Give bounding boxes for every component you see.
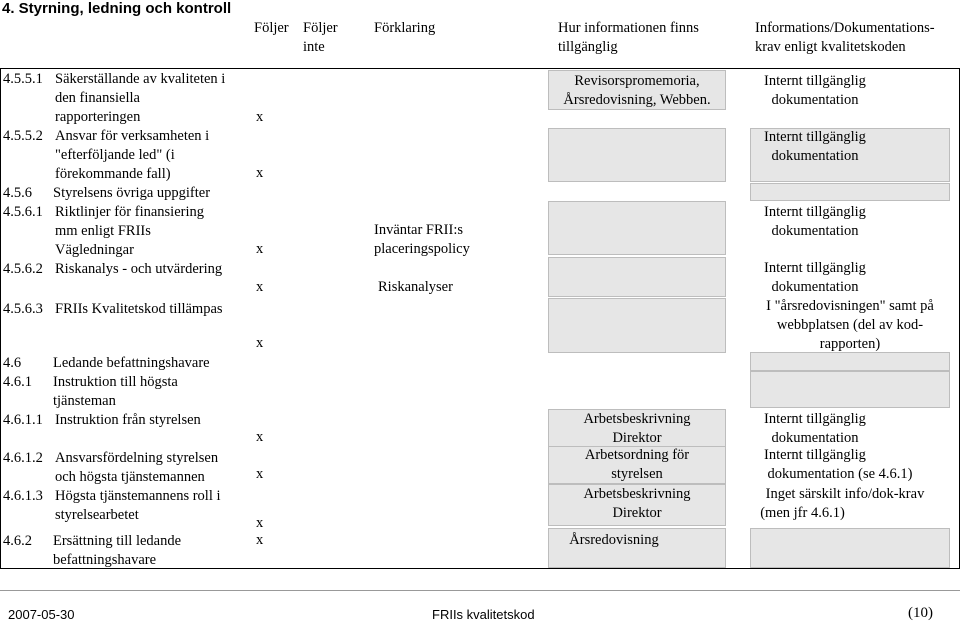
section-title-line: "efterföljande led" (i	[55, 147, 175, 163]
follows-mark: x	[256, 109, 264, 125]
header-krav-line1: Informations/Dokumentations-	[755, 20, 935, 36]
section-number: 4.6.1.2	[3, 450, 43, 466]
table-row	[3, 373, 248, 411]
section-title-line: förekommande fall)	[55, 166, 171, 182]
requirement-line: (men jfr 4.6.1)	[760, 505, 845, 521]
requirement-text	[750, 72, 880, 110]
hur-cell-bg	[548, 298, 726, 353]
table-row	[3, 70, 248, 127]
availability-line: Arbetsbeskrivning	[583, 486, 691, 502]
requirement-text	[750, 446, 930, 484]
krav-cell-bg	[750, 352, 950, 371]
availability-text	[548, 410, 726, 448]
section-title-line: Instruktion till högsta	[53, 374, 178, 390]
table-row	[3, 487, 248, 532]
section-title-line: och högsta tjänstemannen	[55, 469, 205, 485]
requirement-text	[750, 410, 880, 448]
table-row	[3, 260, 248, 300]
table-row	[3, 300, 248, 354]
header-krav-line2: krav enligt kvalitetskoden	[755, 39, 906, 55]
section-title-line: mm enligt FRIIs	[55, 223, 151, 239]
header-foljer: Följer	[254, 20, 289, 36]
follows-mark: x	[256, 532, 264, 548]
header-hur	[558, 19, 699, 57]
requirement-line: I "årsredovisningen" samt på	[766, 298, 934, 314]
section-title-line: befattningshavare	[53, 552, 157, 568]
availability-line: Årsredovisning, Webben.	[563, 92, 711, 108]
requirement-text	[750, 203, 880, 241]
section-number: 4.6.1.1	[3, 412, 43, 428]
explanation-text	[374, 221, 470, 259]
explanation-line: Inväntar FRII:s	[374, 222, 463, 238]
footer-page-number: (10)	[908, 605, 933, 621]
section-title-line: tjänsteman	[53, 393, 116, 409]
footer-date: 2007-05-30	[8, 607, 75, 622]
follows-mark: x	[256, 335, 264, 351]
requirement-line: dokumentation (se 4.6.1)	[767, 466, 913, 482]
footer-title: FRIIs kvalitetskod	[432, 607, 535, 622]
section-number: 4.5.6.3	[3, 301, 43, 317]
section-title-line: Riskanalys - och utvärdering	[55, 261, 223, 277]
requirement-line: Internt tillgänglig	[764, 204, 866, 220]
table-left-rule	[0, 68, 1, 569]
availability-line: Arbetsbeskrivning	[583, 411, 691, 427]
hur-cell-bg	[548, 128, 726, 182]
section-title-line: Styrelsens övriga uppgifter	[53, 185, 211, 201]
section-title-line: Högsta tjänstemannens roll i	[55, 488, 221, 504]
requirement-line: Internt tillgänglig	[764, 260, 866, 276]
availability-line: styrelsen	[611, 466, 663, 482]
availability-line: Arbetsordning för	[584, 447, 690, 463]
section-column	[3, 70, 248, 572]
section-title-line: Instruktion från styrelsen	[55, 412, 201, 428]
availability-line: Revisorspromemoria,	[574, 73, 700, 89]
availability-line: Direktor	[612, 430, 662, 446]
requirement-line: Internt tillgänglig	[764, 129, 866, 145]
header-krav	[755, 19, 935, 57]
section-title-line: den finansiella	[55, 90, 140, 106]
availability-text	[548, 72, 726, 110]
requirement-line: webbplatsen (del av kod-	[776, 317, 924, 333]
krav-cell-bg	[750, 183, 950, 201]
section-title-line: Ledande befattningshavare	[53, 355, 210, 371]
availability-text: Årsredovisning	[569, 532, 659, 548]
table-top-rule	[0, 68, 960, 69]
section-number: 4.6.2	[3, 533, 32, 549]
hur-cell-bg	[548, 257, 726, 297]
follows-mark: x	[256, 241, 264, 257]
requirement-line: Internt tillgänglig	[764, 73, 866, 89]
section-title-line: FRIIs Kvalitetskod tillämpas	[55, 301, 223, 317]
header-foljer-inte-line1: Följer	[303, 20, 338, 36]
section-title-line: styrelsearbetet	[55, 507, 139, 523]
table-row	[3, 127, 248, 184]
page-title: 4. Styrning, ledning och kontroll	[2, 0, 232, 17]
section-number: 4.5.6.1	[3, 204, 43, 220]
section-title-line: Ansvar för verksamheten i	[55, 128, 210, 144]
header-hur-line1: Hur informationen finns	[558, 20, 699, 36]
requirement-text	[750, 259, 880, 297]
section-number: 4.5.6.2	[3, 261, 43, 277]
table-row	[3, 532, 248, 572]
section-title-line: Ansvarsfördelning styrelsen	[55, 450, 219, 466]
requirement-text	[750, 485, 940, 523]
requirement-line: dokumentation	[771, 148, 859, 164]
krav-cell-bg	[750, 528, 950, 568]
section-number: 4.6.1	[3, 374, 32, 390]
follows-mark: x	[256, 515, 264, 531]
section-number: 4.5.6	[3, 185, 32, 201]
requirement-text	[750, 128, 880, 166]
table-row	[3, 354, 248, 373]
requirement-line: dokumentation	[771, 92, 859, 108]
availability-line: Direktor	[612, 505, 662, 521]
follows-mark: x	[256, 165, 264, 181]
section-title-line: Säkerställande av kvaliteten i	[55, 71, 226, 87]
requirement-line: Inget särskilt info/dok-krav	[765, 486, 925, 502]
hur-cell-bg	[548, 201, 726, 255]
follows-mark: x	[256, 429, 264, 445]
table-row	[3, 411, 248, 449]
section-number: 4.6	[3, 355, 22, 371]
availability-text	[548, 485, 726, 523]
requirement-line: Internt tillgänglig	[764, 447, 866, 463]
section-number: 4.5.5.2	[3, 128, 43, 144]
explanation-text: Riskanalyser	[378, 279, 453, 295]
table-row	[3, 203, 248, 260]
section-title-line: Vägledningar	[55, 242, 134, 258]
header-foljer-inte-line2: inte	[303, 39, 325, 55]
requirement-line: Internt tillgänglig	[764, 411, 866, 427]
table-row	[3, 184, 248, 203]
section-number: 4.6.1.3	[3, 488, 43, 504]
follows-mark: x	[256, 466, 264, 482]
footer-rule	[0, 590, 960, 591]
requirement-line: dokumentation	[771, 430, 859, 446]
section-title-line: Riktlinjer för finansiering	[55, 204, 204, 220]
table-row	[3, 449, 248, 487]
explanation-line: placeringspolicy	[374, 241, 470, 257]
header-hur-line2: tillgänglig	[558, 39, 618, 55]
header-foljer-inte	[303, 19, 338, 57]
section-title-line: rapporteringen	[55, 109, 141, 125]
requirement-line: rapporten)	[819, 336, 881, 352]
requirement-text	[750, 297, 950, 354]
follows-mark: x	[256, 279, 264, 295]
section-title-line: Ersättning till ledande	[53, 533, 182, 549]
section-number: 4.5.5.1	[3, 71, 43, 87]
requirement-line: dokumentation	[771, 223, 859, 239]
availability-text	[548, 446, 726, 484]
header-forklaring: Förklaring	[374, 20, 436, 36]
requirement-line: dokumentation	[771, 279, 859, 295]
krav-cell-bg	[750, 371, 950, 408]
